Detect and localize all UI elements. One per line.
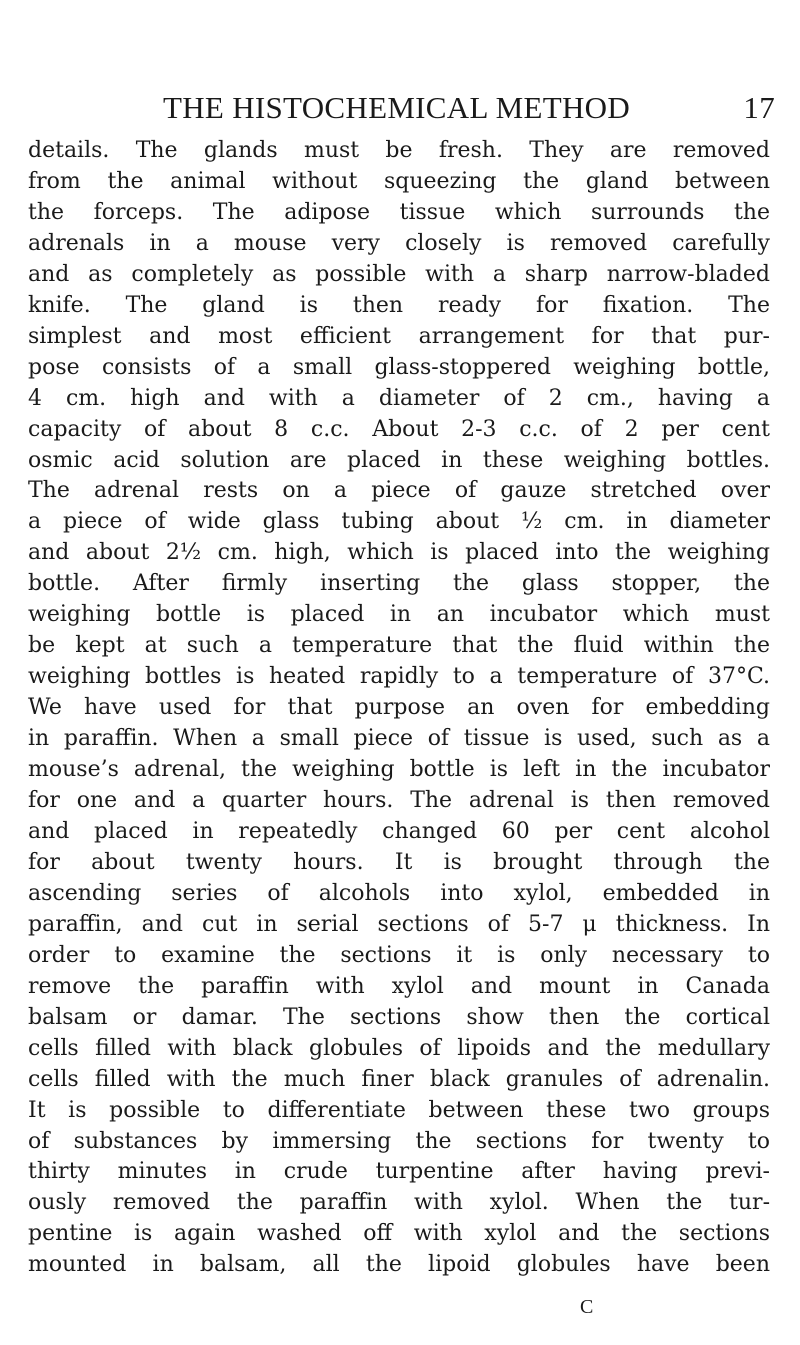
text-line: and placed in repeatedly changed 60 per cent alcohol [28, 818, 770, 844]
text-line: bottle. After firmly inserting the glass stopper, the [28, 571, 770, 597]
text-line: for one and a quarter hours. The adrenal is then removed [28, 788, 770, 814]
text-line: We have used for that purpose an oven for embedding [28, 695, 770, 721]
text-line: order to examine the sections it is only necessary to [28, 942, 770, 968]
text-line: for about twenty hours. It is brought through the [28, 849, 770, 875]
text-line: paraffin, and cut in serial sections of 5-7 μ thickness. In [28, 911, 770, 937]
text-line: the forceps. The adipose tissue which surrounds the [28, 199, 770, 225]
text-line: simplest and most efficient arrangement for that pur- [28, 323, 770, 349]
body-text [28, 136, 770, 1281]
text-line: in paraffin. When a small piece of tissue is used, such as a [28, 726, 770, 752]
text-line: remove the paraffin with xylol and mount in Canada [28, 973, 770, 999]
signature-mark: C [580, 1296, 594, 1318]
text-line: details. The glands must be fresh. They are removed [28, 138, 770, 163]
text-line: balsam or damar. The sections show then the cortical [28, 1004, 770, 1030]
text-line: capacity of about 8 c.c. About 2-3 c.c. of 2 per cent [28, 416, 770, 442]
text-line: be kept at such a temperature that the fluid within the [28, 633, 770, 659]
text-line: from the animal without squeezing the gland between [28, 168, 770, 194]
text-line: a piece of wide glass tubing about ½ cm. in diameter [28, 509, 770, 535]
text-line: and about 2½ cm. high, which is placed into the weighing [28, 540, 770, 566]
text-line: cells filled with black globules of lipoids and the medullary [28, 1035, 770, 1061]
text-line: and as completely as possible with a sharp narrow-bladed [28, 261, 770, 287]
text-line: It is possible to differentiate between these two groups [28, 1097, 770, 1123]
text-line: pose consists of a small glass-stoppered weighing bottle, [28, 354, 770, 380]
text-line: weighing bottles is heated rapidly to a temperature of 37°C. [28, 664, 770, 690]
running-title: THE HISTOCHEMICAL METHOD [163, 90, 631, 125]
text-line: weighing bottle is placed in an incubator which must [28, 602, 770, 628]
text-line: cells filled with the much finer black granules of adrenalin. [28, 1066, 770, 1092]
text-line: thirty minutes in crude turpentine after having previ- [28, 1159, 770, 1185]
text-line: ously removed the paraffin with xylol. When the tur- [28, 1190, 770, 1216]
page-number: 17 [743, 90, 775, 125]
text-line: mouse’s adrenal, the weighing bottle is left in the incubator [28, 757, 770, 783]
text-line: The adrenal rests on a piece of gauze stretched over [28, 478, 770, 504]
text-line: mounted in balsam, all the lipoid globules have been [28, 1252, 770, 1278]
running-header [163, 90, 775, 130]
text-line: adrenals in a mouse very closely is removed carefully [28, 230, 770, 256]
text-line: ascending series of alcohols into xylol, embedded in [28, 880, 770, 906]
text-line: pentine is again washed off with xylol and the sections [28, 1221, 770, 1247]
text-line: knife. The gland is then ready for fixation. The [28, 292, 770, 318]
text-line: 4 cm. high and with a diameter of 2 cm., having a [28, 385, 770, 411]
text-line: osmic acid solution are placed in these weighing bottles. [28, 447, 770, 473]
text-line: of substances by immersing the sections for twenty to [28, 1128, 770, 1154]
